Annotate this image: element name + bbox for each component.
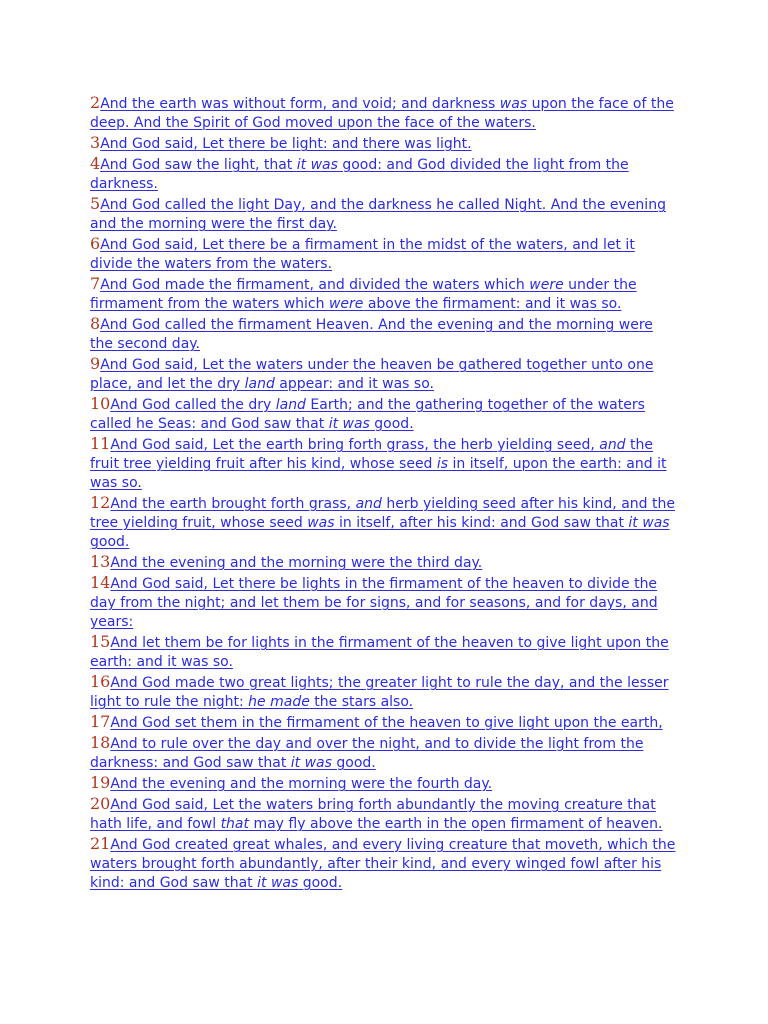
verse-text: And God made the firmament, and divided the waters which <box>100 277 530 293</box>
verse-link[interactable] <box>90 317 653 352</box>
verse-8 <box>90 314 680 354</box>
verse-text: above the firmament: and it was so. <box>363 296 622 312</box>
verse-text: And God set them in the firmament of the heaven to give light upon the earth, <box>110 715 663 731</box>
verse-text: good. <box>369 416 414 432</box>
verse-21 <box>90 834 680 893</box>
verse-number: 2 <box>90 93 101 112</box>
verse-9 <box>90 354 680 394</box>
verse-18 <box>90 733 680 773</box>
verse-text: And God said, Let the waters under the heaven be gathered together unto one place, and let the dry <box>90 357 654 392</box>
verse-text: in itself, upon the earth: and it was so. <box>90 456 667 491</box>
verse-italic-text: land <box>244 376 275 392</box>
verse-text: And the earth was without form, and void; and darkness <box>100 96 500 112</box>
verse-text: the fruit tree yielding fruit after his kind, whose seed <box>90 437 654 472</box>
verse-text: good. <box>90 534 130 550</box>
verse-text: And God said, Let there be a firmament in the midst of the waters, and let it divide the waters from the waters. <box>90 237 635 272</box>
verse-italic-text: and <box>355 496 382 512</box>
verse-italic-text: that <box>220 816 249 832</box>
verse-text: may fly above the earth in the open firmament of heaven. <box>249 816 663 832</box>
verse-number: 6 <box>90 234 101 253</box>
verse-italic-text: it was <box>296 157 338 173</box>
verse-17 <box>90 712 680 733</box>
verse-italic-text: was <box>307 515 335 531</box>
verse-text: And let them be for lights in the firmament of the heaven to give light upon the earth: and it was so. <box>90 635 669 670</box>
verse-text: And God said, Let the earth bring forth grass, the herb yielding seed, <box>110 437 600 453</box>
verse-link[interactable] <box>110 715 662 731</box>
verse-7 <box>90 274 680 314</box>
verse-number: 4 <box>90 154 101 173</box>
verse-text: in itself, after his kind: and God saw that <box>334 515 629 531</box>
verse-number: 20 <box>90 794 111 813</box>
verse-text: And the evening and the morning were the third day. <box>110 555 483 571</box>
verse-italic-text: it was <box>628 515 670 531</box>
verse-number: 5 <box>90 194 101 213</box>
verse-link[interactable] <box>90 237 635 272</box>
verse-text: And God said, Let the waters bring forth abundantly the moving creature that hath life, and fowl <box>90 797 656 832</box>
verse-5 <box>90 194 680 234</box>
verse-link[interactable] <box>110 555 482 571</box>
verse-10 <box>90 394 680 434</box>
verse-4 <box>90 154 680 194</box>
verse-link[interactable] <box>110 776 492 792</box>
verse-number: 17 <box>90 712 111 731</box>
verse-italic-text: was <box>499 96 528 112</box>
verse-number: 8 <box>90 314 101 333</box>
verse-link[interactable] <box>90 496 675 550</box>
verse-list <box>90 93 680 893</box>
verse-link[interactable] <box>90 437 666 491</box>
verse-link[interactable] <box>100 136 471 152</box>
verse-link[interactable] <box>90 96 674 131</box>
verse-number: 10 <box>90 394 111 413</box>
verse-text: And God called the dry <box>110 397 276 413</box>
verse-19 <box>90 773 680 794</box>
verse-italic-text: and <box>599 437 626 453</box>
verse-13 <box>90 552 680 573</box>
verse-italic-text: were <box>529 277 564 293</box>
verse-15 <box>90 632 680 672</box>
verse-link[interactable] <box>90 837 675 891</box>
verse-italic-text: is <box>436 456 449 472</box>
verse-text: the stars also. <box>309 694 414 710</box>
verse-link[interactable] <box>90 157 629 192</box>
verse-number: 12 <box>90 493 111 512</box>
verse-text: And God saw the light, that <box>100 157 297 173</box>
verse-link[interactable] <box>90 797 662 832</box>
verse-11 <box>90 434 680 493</box>
verse-italic-text: it was <box>328 416 370 432</box>
verse-text: good. <box>298 875 343 891</box>
verse-text: appear: and it was so. <box>274 376 434 392</box>
verse-text: under the firmament from the waters which <box>90 277 637 312</box>
verse-3 <box>90 133 680 154</box>
verse-number: 13 <box>90 552 111 571</box>
verse-number: 15 <box>90 632 111 651</box>
verse-link[interactable] <box>90 397 645 432</box>
verse-number: 14 <box>90 573 111 592</box>
verse-number: 9 <box>90 354 101 373</box>
verse-text: And the earth brought forth grass, <box>110 496 356 512</box>
verse-link[interactable] <box>90 197 666 232</box>
verse-link[interactable] <box>90 675 669 710</box>
verse-16 <box>90 672 680 712</box>
verse-italic-text: he made <box>248 694 310 710</box>
verse-text: upon the face of the deep. And the Spirit of God moved upon the face of the waters. <box>90 96 674 131</box>
verse-text: And God created great whales, and every living creature that moveth, which the waters brought forth abundantly, after their kind, and every winged fowl after his kind: and God saw that <box>90 837 676 891</box>
verse-number: 19 <box>90 773 111 792</box>
verse-link[interactable] <box>90 635 669 670</box>
verse-link[interactable] <box>90 277 637 312</box>
verse-number: 3 <box>90 133 101 152</box>
verse-text: And God said, Let there be lights in the firmament of the heaven to divide the day from the night; and let them be for signs, and for seasons, and for days, and years: <box>90 576 658 630</box>
verse-text: good: and God divided the light from the darkness. <box>90 157 629 192</box>
verse-text: And God called the light Day, and the darkness he called Night. And the evening and the morning were the first day. <box>90 197 666 232</box>
verse-number: 16 <box>90 672 111 691</box>
verse-text: And the evening and the morning were the fourth day. <box>110 776 493 792</box>
verse-link[interactable] <box>90 357 653 392</box>
verse-text: good. <box>331 755 376 771</box>
verse-12 <box>90 493 680 552</box>
verse-6 <box>90 234 680 274</box>
verse-number: 7 <box>90 274 101 293</box>
verse-text: And to rule over the day and over the night, and to divide the light from the darkness: and God saw that <box>90 736 644 771</box>
verse-link[interactable] <box>90 576 658 630</box>
verse-italic-text: were <box>328 296 364 312</box>
verse-italic-text: it was <box>290 755 332 771</box>
verse-link[interactable] <box>90 736 643 771</box>
verse-number: 18 <box>90 733 111 752</box>
verse-number: 21 <box>90 834 111 853</box>
verse-14 <box>90 573 680 632</box>
verse-text: Earth; and the gathering together of the waters called he Seas: and God saw that <box>90 397 645 432</box>
verse-italic-text: land <box>275 397 306 413</box>
verse-2 <box>90 93 680 133</box>
verse-italic-text: it was <box>257 875 299 891</box>
verse-text: And God made two great lights; the greater light to rule the day, and the lesser light to rule the night: <box>90 675 669 710</box>
verse-number: 11 <box>90 434 111 453</box>
verse-text: herb yielding seed after his kind, and the tree yielding fruit, whose seed <box>90 496 675 531</box>
verse-text: And God called the firmament Heaven. And the evening and the morning were the second day. <box>90 317 653 352</box>
verse-20 <box>90 794 680 834</box>
verse-text: And God said, Let there be light: and there was light. <box>100 136 472 152</box>
